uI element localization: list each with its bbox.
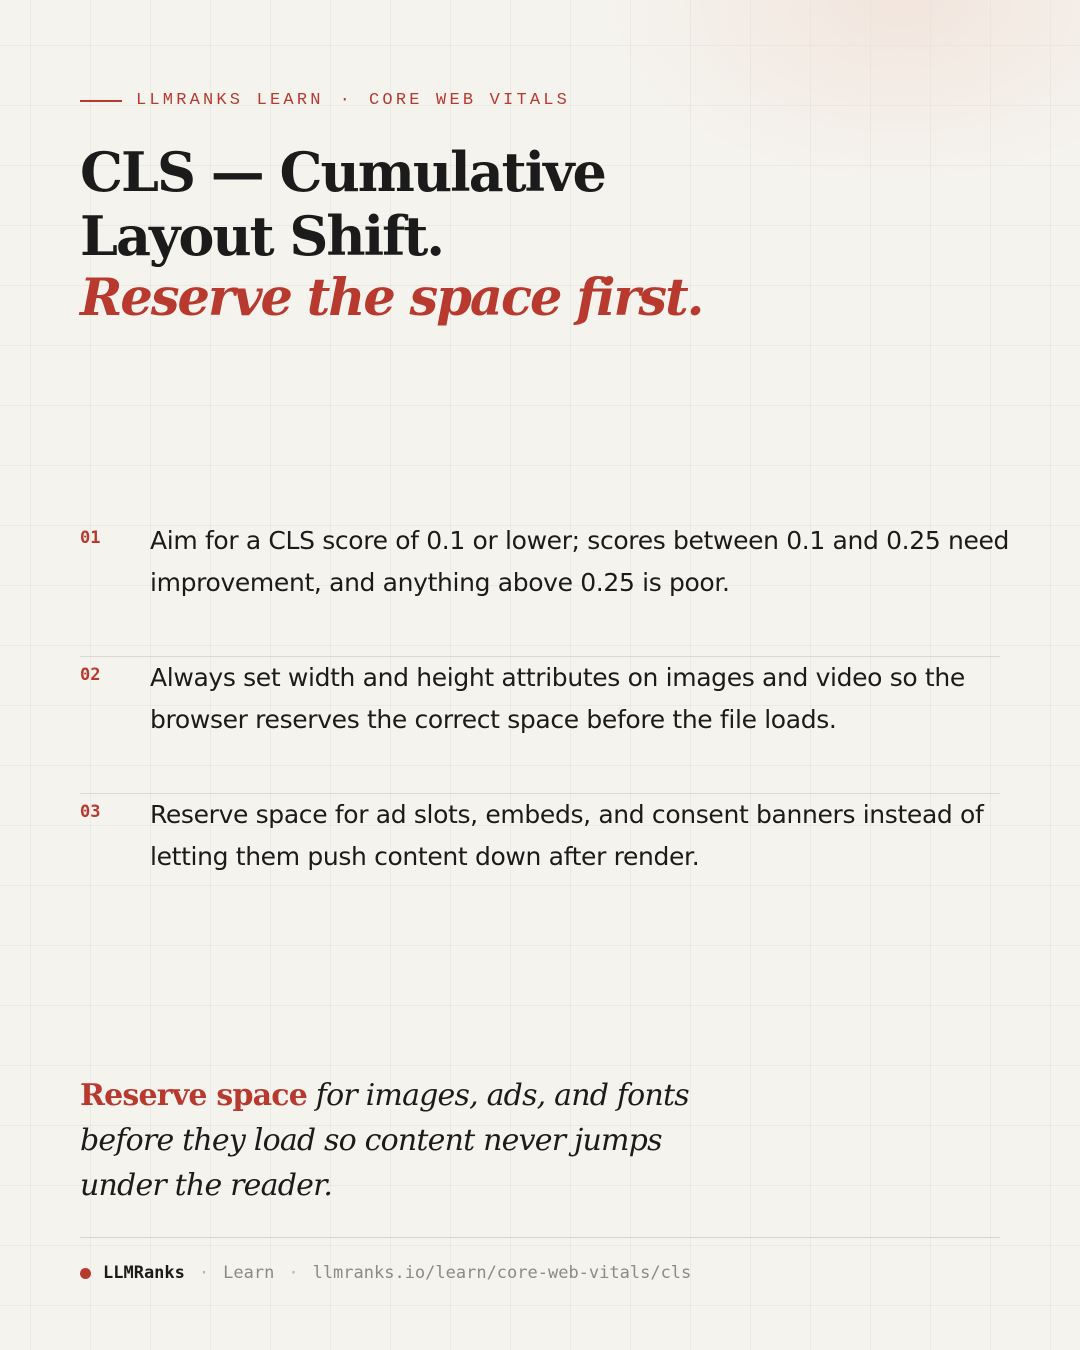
tips-list <box>80 520 1010 931</box>
breadcrumb <box>80 91 570 110</box>
footer-section: Learn <box>223 1263 275 1283</box>
footer <box>80 1263 691 1283</box>
footer-url: llmranks.io/learn/core-web-vitals/cls <box>312 1263 692 1283</box>
list-item <box>80 794 1000 931</box>
item-number: 01 <box>80 528 101 548</box>
footer-divider <box>80 1237 1000 1238</box>
brand-dot-icon <box>80 1268 91 1279</box>
list-item <box>80 657 1000 794</box>
list-item <box>80 520 1010 657</box>
item-text: Always set width and height attributes on images and video so the browser reserves the correct space before the file loads. <box>150 663 965 734</box>
breadcrumb-section: CORE WEB VITALS <box>369 91 571 110</box>
item-number: 02 <box>80 665 101 685</box>
breadcrumb-brand: LLMRANKS LEARN <box>136 91 324 110</box>
item-text: Reserve space for ad slots, embeds, and consent banners instead of letting them push content down after render. <box>150 800 984 871</box>
breadcrumb-separator: · <box>339 91 354 110</box>
item-text: Aim for a CLS score of 0.1 or lower; scores between 0.1 and 0.25 need improvement, and anything above 0.25 is poor. <box>150 526 1010 597</box>
accent-rule <box>80 100 122 102</box>
footer-brand: LLMRanks <box>103 1263 185 1283</box>
footer-separator: · <box>288 1263 299 1283</box>
summary-quote <box>80 1073 720 1208</box>
quote-highlight: Reserve space <box>80 1078 308 1113</box>
page-subtitle: Reserve the space first. <box>80 268 703 328</box>
quote-text: for images, ads, and fonts before they load so content never jumps under the reader. <box>80 1078 689 1203</box>
page-title: CLS — Cumulative Layout Shift. <box>80 140 605 268</box>
footer-separator: · <box>198 1263 210 1283</box>
item-number: 03 <box>80 802 101 822</box>
